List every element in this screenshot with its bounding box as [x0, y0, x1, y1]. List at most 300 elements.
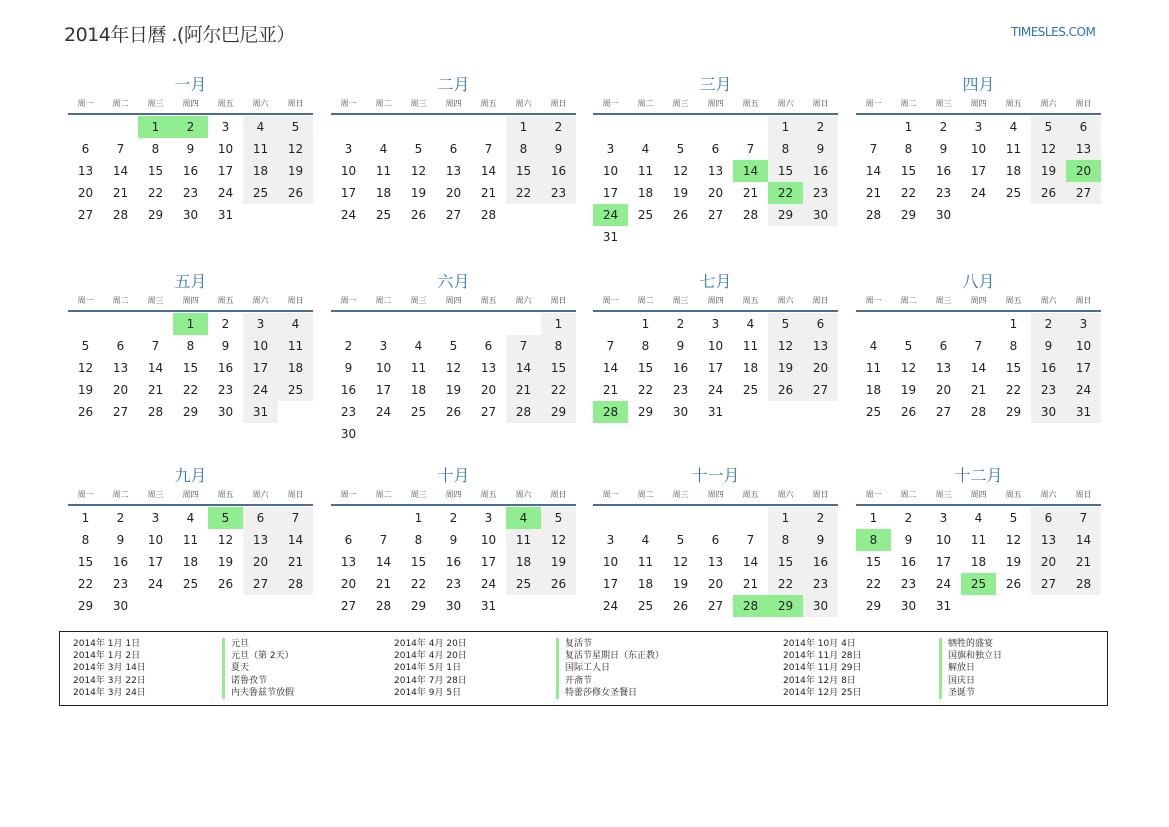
- day-cell: 11: [278, 335, 313, 357]
- day-cell: 5: [1031, 116, 1066, 138]
- day-cell: 20: [935, 383, 952, 397]
- day-cell: 19: [541, 551, 576, 573]
- day-cell: 9: [803, 138, 838, 160]
- day-cell: 18: [637, 186, 654, 200]
- day-cell: 2: [541, 116, 576, 138]
- day-cell: 26: [900, 405, 917, 419]
- day-cell: 30: [900, 599, 917, 613]
- holiday-name: 国庆日: [948, 675, 976, 686]
- day-cell: 20: [243, 551, 278, 573]
- day-cell: 27: [803, 379, 838, 401]
- weekday-label: 周四: [445, 99, 462, 108]
- day-cell: 17: [602, 577, 619, 591]
- month-name: 八月: [962, 272, 995, 291]
- day-cell: 1: [904, 120, 913, 134]
- day-cell: 12: [77, 361, 94, 375]
- day-cell: 22: [147, 186, 164, 200]
- day-cell: 20: [480, 383, 497, 397]
- month-name: 一月: [174, 75, 207, 94]
- holiday-date: 2014年 3月 22日: [73, 675, 146, 686]
- day-cell: 1: [768, 116, 803, 138]
- day-cell: 31: [602, 230, 619, 244]
- day-cell: 18: [243, 160, 278, 182]
- day-cell: 15: [506, 160, 541, 182]
- day-cell: 25: [865, 405, 882, 419]
- day-cell: 4: [641, 142, 650, 156]
- day-cell: 10: [707, 339, 724, 353]
- day-cell: 7: [278, 507, 313, 529]
- day-cell: 31: [217, 208, 234, 222]
- day-cell: 21: [970, 383, 987, 397]
- day-cell: 16: [1031, 357, 1066, 379]
- day-cell: 28: [147, 405, 164, 419]
- day-cell: 26: [1031, 182, 1066, 204]
- day-cell: 30: [112, 599, 129, 613]
- weekday-label: 周二: [637, 296, 654, 305]
- day-cell: 21: [278, 551, 313, 573]
- day-cell: 8: [506, 138, 541, 160]
- day-cell: 13: [1031, 529, 1066, 551]
- divider: [856, 113, 1101, 115]
- day-cell: 10: [602, 164, 619, 178]
- day-cell: 26: [672, 208, 689, 222]
- holiday-names-col-1: [222, 638, 294, 699]
- day-cell: 30: [182, 208, 199, 222]
- day-cell: 18: [637, 577, 654, 591]
- day-cell: 20: [340, 577, 357, 591]
- day-cell: 28: [278, 573, 313, 595]
- weekday-label: 周三: [410, 490, 427, 499]
- day-cell: 26: [410, 208, 427, 222]
- day-cell: 23: [900, 577, 917, 591]
- day-cell: 14: [1066, 529, 1101, 551]
- day-cell: 30: [935, 208, 952, 222]
- day-cell: 1: [869, 511, 878, 525]
- day-cell: 13: [77, 164, 94, 178]
- holiday-date: 2014年 1月 1日: [73, 639, 141, 649]
- holiday-dates-col-3: [783, 638, 862, 699]
- day-cell: 31: [480, 599, 497, 613]
- weekday-label: 周日: [287, 99, 304, 108]
- day-cell: 27: [1066, 182, 1101, 204]
- weekday-label: 周四: [182, 490, 199, 499]
- day-cell: 11: [742, 339, 759, 353]
- day-cell: 2: [1031, 313, 1066, 335]
- day-cell: 12: [541, 529, 576, 551]
- weekday-label: 周六: [515, 296, 532, 305]
- day-empty: [331, 116, 366, 138]
- holiday-name: 复活节星期日（东正教）: [565, 651, 665, 662]
- day-empty: [593, 313, 628, 335]
- day-cell: 27: [707, 599, 724, 613]
- day-cell: 4: [243, 116, 278, 138]
- day-grid: [856, 116, 1101, 226]
- holiday-name: 元旦（第 2天）: [231, 651, 294, 662]
- weekday-label: 周五: [1005, 99, 1022, 108]
- day-cell: 23: [803, 573, 838, 595]
- day-empty: [856, 116, 891, 138]
- day-empty: [698, 116, 733, 138]
- day-cell: 28: [506, 401, 541, 423]
- weekday-label: 周三: [935, 99, 952, 108]
- day-cell: 4: [1009, 120, 1018, 134]
- day-cell: 9: [939, 142, 948, 156]
- day-empty: [628, 507, 663, 529]
- day-cell: 24: [147, 577, 164, 591]
- day-cell: 2: [803, 507, 838, 529]
- weekday-label: 周六: [252, 99, 269, 108]
- month-6: [331, 271, 576, 445]
- weekday-label: 周二: [637, 490, 654, 499]
- day-cell: 20: [707, 577, 724, 591]
- weekday-header: [331, 489, 576, 500]
- divider: [68, 113, 313, 115]
- day-empty: [891, 313, 926, 335]
- day-cell: 27: [707, 208, 724, 222]
- day-cell: 23: [541, 182, 576, 204]
- day-cell: 29: [637, 405, 654, 419]
- day-cell: 21: [742, 186, 759, 200]
- weekday-label: 周五: [217, 99, 234, 108]
- day-cell: 25: [243, 182, 278, 204]
- day-empty: [733, 116, 768, 138]
- weekday-label: 周三: [147, 99, 164, 108]
- day-empty: [401, 116, 436, 138]
- holiday-name: 诺鲁孜节: [231, 675, 268, 686]
- day-cell: 1: [1009, 317, 1018, 331]
- day-cell: 13: [1066, 138, 1101, 160]
- weekday-header: [856, 98, 1101, 109]
- day-cell: 13: [445, 164, 462, 178]
- day-cell: 8: [641, 339, 650, 353]
- day-cell: 3: [711, 317, 720, 331]
- day-cell: 7: [869, 142, 878, 156]
- day-cell: 15: [865, 555, 882, 569]
- weekday-label: 周日: [287, 490, 304, 499]
- day-cell: 14: [970, 361, 987, 375]
- day-cell: 12: [768, 335, 803, 357]
- day-cell: 3: [606, 142, 615, 156]
- weekday-label: 周一: [865, 490, 882, 499]
- day-cell: 2: [676, 317, 685, 331]
- day-empty: [436, 313, 471, 335]
- day-cell: 26: [1005, 577, 1022, 591]
- day-cell: 11: [243, 138, 278, 160]
- day-empty: [103, 116, 138, 138]
- day-cell: 5: [1009, 511, 1018, 525]
- day-cell: 4: [186, 511, 195, 525]
- weekday-label: 周四: [707, 490, 724, 499]
- weekday-label: 周一: [340, 99, 357, 108]
- day-cell: 24: [243, 379, 278, 401]
- day-cell: 29: [541, 401, 576, 423]
- divider: [856, 310, 1101, 312]
- month-name: 十月: [437, 466, 470, 485]
- day-cell: 28: [970, 405, 987, 419]
- day-cell: 18: [410, 383, 427, 397]
- page-title: 2014年日曆 .(阿尔巴尼亚）: [64, 24, 295, 46]
- weekday-label: 周日: [550, 296, 567, 305]
- month-name: 十二月: [954, 466, 1003, 485]
- weekday-label: 周二: [375, 99, 392, 108]
- day-cell: 24: [375, 405, 392, 419]
- day-cell: 28: [112, 208, 129, 222]
- month-name: 十一月: [691, 466, 740, 485]
- day-cell: 18: [182, 555, 199, 569]
- weekday-label: 周日: [550, 99, 567, 108]
- day-cell: 7: [484, 142, 493, 156]
- holiday-name: 内夫鲁兹节放假: [231, 687, 295, 698]
- month-name: 四月: [962, 75, 995, 94]
- weekday-label: 周四: [970, 296, 987, 305]
- day-cell: 15: [637, 361, 654, 375]
- day-cell: 11: [410, 361, 427, 375]
- day-cell: 7: [506, 335, 541, 357]
- brand-link[interactable]: TIMESLES.COM: [1011, 25, 1096, 39]
- day-cell: 2: [904, 511, 913, 525]
- day-cell: 25: [742, 383, 759, 397]
- holiday-name: 解放日: [948, 663, 976, 674]
- day-cell: 7: [1066, 507, 1101, 529]
- day-cell-holiday: 22: [768, 182, 803, 204]
- day-grid: [331, 116, 576, 226]
- day-cell: 29: [77, 599, 94, 613]
- weekday-label: 周五: [1005, 490, 1022, 499]
- weekday-label: 周二: [112, 99, 129, 108]
- day-cell: 16: [340, 383, 357, 397]
- day-cell: 31: [1066, 401, 1101, 423]
- day-cell: 21: [375, 577, 392, 591]
- day-cell: 7: [974, 339, 983, 353]
- day-empty: [68, 116, 103, 138]
- day-cell: 9: [449, 533, 458, 547]
- day-cell: 9: [221, 339, 230, 353]
- month-8: [856, 271, 1101, 423]
- weekday-label: 周六: [252, 490, 269, 499]
- day-cell: 17: [602, 186, 619, 200]
- day-empty: [471, 116, 506, 138]
- day-cell: 4: [414, 339, 423, 353]
- month-7: [593, 271, 838, 423]
- day-cell-holiday: 8: [856, 529, 891, 551]
- weekday-header: [68, 98, 313, 109]
- day-cell: 22: [900, 186, 917, 200]
- day-cell: 19: [900, 383, 917, 397]
- day-cell: 13: [707, 164, 724, 178]
- month-9: [68, 465, 313, 617]
- weekday-label: 周五: [480, 490, 497, 499]
- day-cell: 16: [112, 555, 129, 569]
- day-empty: [593, 507, 628, 529]
- day-cell: 22: [77, 577, 94, 591]
- holiday-dates-col-2: [394, 638, 467, 699]
- day-cell: 6: [803, 313, 838, 335]
- day-cell: 11: [375, 164, 392, 178]
- day-cell: 4: [869, 339, 878, 353]
- weekday-header: [68, 295, 313, 306]
- day-cell: 17: [217, 164, 234, 178]
- day-cell: 22: [410, 577, 427, 591]
- holiday-name: 夏天: [231, 663, 250, 674]
- day-cell: 11: [1005, 142, 1022, 156]
- holiday-date: 2014年 4月 20日: [394, 651, 467, 662]
- day-cell: 29: [147, 208, 164, 222]
- weekday-header: [593, 98, 838, 109]
- day-grid: [856, 507, 1101, 617]
- holiday-date: 2014年 11月 28日: [783, 651, 862, 662]
- day-cell: 19: [768, 357, 803, 379]
- day-empty: [961, 313, 996, 335]
- day-cell: 24: [340, 208, 357, 222]
- day-empty: [331, 313, 366, 335]
- day-cell: 20: [803, 357, 838, 379]
- day-cell: 6: [1031, 507, 1066, 529]
- day-cell: 14: [278, 529, 313, 551]
- weekday-label: 周一: [77, 296, 94, 305]
- day-cell: 28: [375, 599, 392, 613]
- day-cell: 2: [116, 511, 125, 525]
- day-grid: [68, 507, 313, 617]
- day-cell: 30: [340, 427, 357, 441]
- weekday-label: 周四: [182, 296, 199, 305]
- day-grid: [593, 507, 838, 617]
- day-cell: 19: [672, 577, 689, 591]
- day-cell: 12: [672, 555, 689, 569]
- holiday-date: 2014年 7月 28日: [394, 675, 467, 686]
- day-cell: 24: [1066, 379, 1101, 401]
- day-cell: 10: [217, 142, 234, 156]
- day-cell-holiday: 28: [733, 595, 768, 617]
- day-cell: 1: [768, 507, 803, 529]
- weekday-label: 周二: [375, 296, 392, 305]
- day-cell: 19: [77, 383, 94, 397]
- day-empty: [926, 313, 961, 335]
- day-cell: 14: [480, 164, 497, 178]
- day-cell: 25: [375, 208, 392, 222]
- day-cell: 27: [1031, 573, 1066, 595]
- day-cell: 15: [541, 357, 576, 379]
- weekday-label: 周五: [217, 296, 234, 305]
- day-cell: 20: [112, 383, 129, 397]
- day-cell: 25: [410, 405, 427, 419]
- day-cell: 12: [410, 164, 427, 178]
- day-cell: 17: [375, 383, 392, 397]
- day-cell: 4: [278, 313, 313, 335]
- day-cell: 27: [935, 405, 952, 419]
- month-12: [856, 465, 1101, 617]
- day-cell: 5: [676, 142, 685, 156]
- day-empty: [68, 313, 103, 335]
- day-cell: 14: [112, 164, 129, 178]
- day-cell: 25: [637, 208, 654, 222]
- day-cell: 8: [768, 529, 803, 551]
- day-empty: [103, 313, 138, 335]
- weekday-label: 周一: [340, 296, 357, 305]
- day-cell: 11: [637, 555, 654, 569]
- weekday-label: 周五: [480, 296, 497, 305]
- day-cell: 1: [81, 511, 90, 525]
- day-empty: [138, 313, 173, 335]
- day-cell: 19: [278, 160, 313, 182]
- day-cell: 11: [970, 533, 987, 547]
- day-cell: 6: [1066, 116, 1101, 138]
- day-empty: [663, 507, 698, 529]
- day-empty: [593, 116, 628, 138]
- day-cell: 20: [707, 186, 724, 200]
- day-cell: 21: [865, 186, 882, 200]
- day-cell: 9: [676, 339, 685, 353]
- month-name: 三月: [699, 75, 732, 94]
- weekday-label: 周六: [1040, 296, 1057, 305]
- month-name: 九月: [174, 466, 207, 485]
- day-cell: 14: [147, 361, 164, 375]
- weekday-label: 周三: [672, 490, 689, 499]
- day-cell: 6: [344, 533, 353, 547]
- day-cell: 17: [707, 361, 724, 375]
- weekday-label: 周二: [112, 490, 129, 499]
- divider: [331, 310, 576, 312]
- day-cell: 28: [480, 208, 497, 222]
- day-cell: 21: [147, 383, 164, 397]
- day-cell: 26: [445, 405, 462, 419]
- day-cell: 3: [939, 511, 948, 525]
- month-2: [331, 74, 576, 226]
- day-cell: 15: [77, 555, 94, 569]
- day-cell: 1: [641, 317, 650, 331]
- holiday-dates-col-1: [73, 638, 146, 699]
- day-cell: 19: [1031, 160, 1066, 182]
- day-cell: 29: [768, 204, 803, 226]
- day-empty: [628, 116, 663, 138]
- day-cell: 22: [768, 573, 803, 595]
- day-cell: 15: [768, 160, 803, 182]
- day-empty: [401, 313, 436, 335]
- month-name: 五月: [174, 272, 207, 291]
- divider: [331, 113, 576, 115]
- day-cell: 12: [900, 361, 917, 375]
- weekday-header: [593, 489, 838, 500]
- day-cell: 8: [541, 335, 576, 357]
- weekday-label: 周四: [707, 99, 724, 108]
- divider: [593, 504, 838, 506]
- day-cell: 20: [77, 186, 94, 200]
- day-empty: [366, 116, 401, 138]
- day-empty: [506, 313, 541, 335]
- day-cell: 7: [116, 142, 125, 156]
- day-cell: 23: [445, 577, 462, 591]
- day-cell: 8: [768, 138, 803, 160]
- weekday-label: 周一: [865, 296, 882, 305]
- weekday-label: 周三: [672, 99, 689, 108]
- day-cell: 13: [243, 529, 278, 551]
- day-grid: [593, 116, 838, 248]
- day-grid: [593, 313, 838, 423]
- day-cell: 8: [151, 142, 160, 156]
- weekday-label: 周五: [742, 99, 759, 108]
- day-cell: 9: [541, 138, 576, 160]
- day-cell: 25: [1005, 186, 1022, 200]
- day-cell: 26: [768, 379, 803, 401]
- day-cell: 25: [182, 577, 199, 591]
- day-cell: 8: [81, 533, 90, 547]
- weekday-label: 周二: [637, 99, 654, 108]
- weekday-header: [856, 295, 1101, 306]
- day-cell: 13: [707, 555, 724, 569]
- day-cell: 23: [935, 186, 952, 200]
- weekday-label: 周一: [77, 99, 94, 108]
- day-cell: 1: [414, 511, 423, 525]
- holiday-date: 2014年 3月 24日: [73, 687, 146, 698]
